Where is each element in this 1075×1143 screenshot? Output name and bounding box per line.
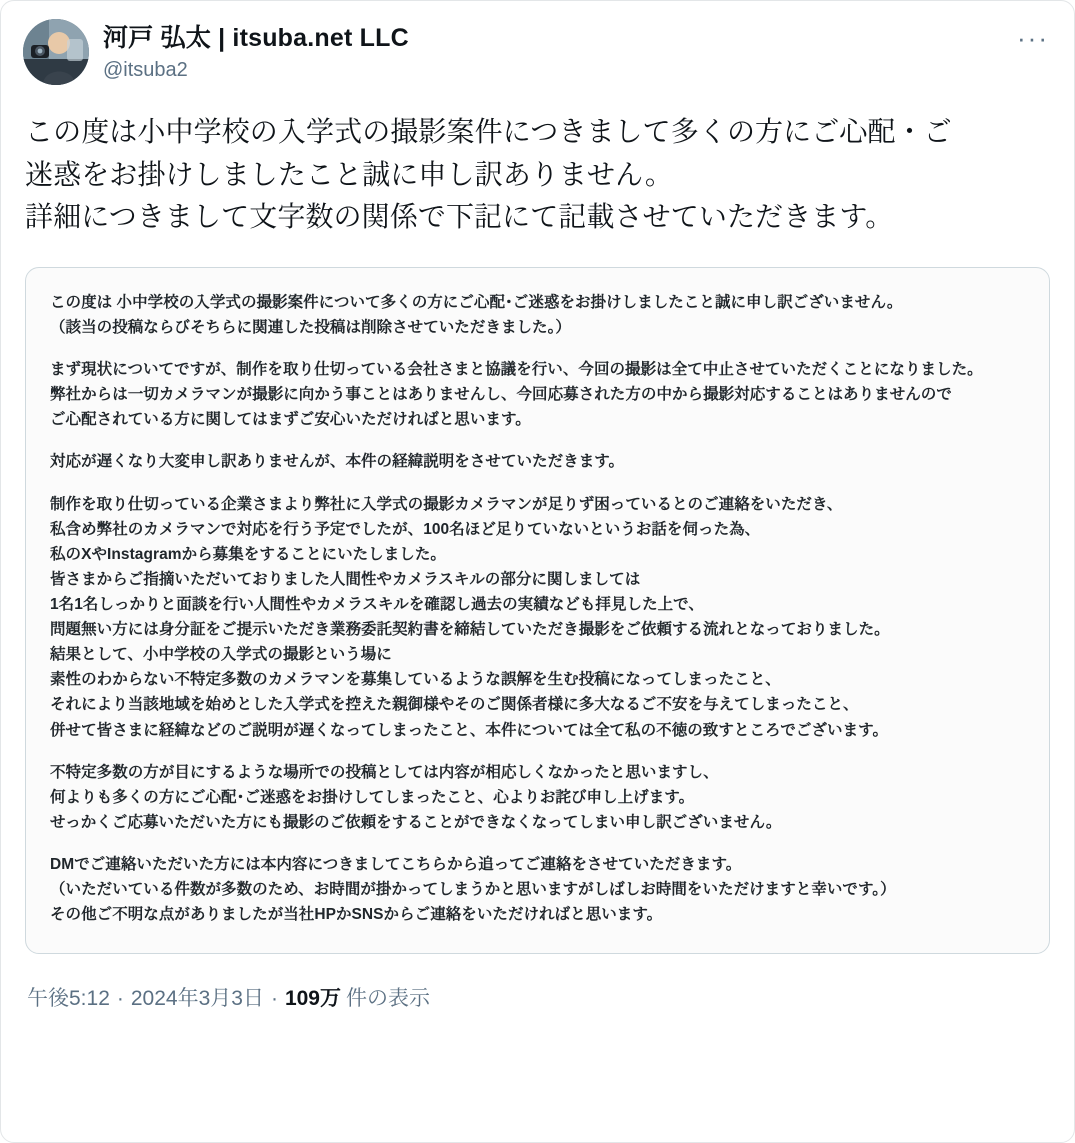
statement-line: 弊社からは一切カメラマンが撮影に向かう事ことはありませんし、今回応募された方の中から撮影対応することはありませんので bbox=[50, 386, 952, 404]
statement-paragraph bbox=[50, 357, 1025, 432]
tweet-text bbox=[25, 111, 1050, 239]
statement-line: 1名1名しっかりと面談を行い人間性やカメラスキルを確認し過去の実績なども拝見した上で、 bbox=[50, 595, 704, 613]
tweet-text-line: この度は小中学校の入学式の撮影案件につきまして多くの方にご心配・ご bbox=[25, 116, 952, 148]
views-count: 109万 bbox=[284, 987, 341, 1011]
tweet-text-line: 迷惑をお掛けしましたこと誠に申し訳ありません。 bbox=[25, 158, 673, 190]
statement-line: まず現状についてですが、制作を取り仕切っている会社さまと協議を行い、今回の撮影は全て中止させていただくことになりました。 bbox=[50, 361, 983, 379]
statement-line: 素性のわからない不特定多数のカメラマンを募集しているような誤解を生む投稿になってしまったこと、 bbox=[50, 671, 781, 689]
statement-line: 問題無い方には身分証をご提示いただき業務委託契約書を締結していただき撮影をご依頼する流れとなっておりました。 bbox=[50, 621, 890, 639]
post-time: 午後5:12 bbox=[27, 987, 110, 1011]
statement-paragraph bbox=[50, 852, 1025, 927]
author-handle[interactable]: @itsuba2 bbox=[103, 59, 188, 82]
statement-paragraph bbox=[50, 760, 1025, 835]
post-date: 2024年3月3日 bbox=[130, 987, 264, 1011]
footer-separator: · bbox=[270, 987, 278, 1011]
statement-line: 私のXやInstagramから募集をすることにいたしました。 bbox=[50, 545, 446, 563]
statement-line: （いただいている件数が多数のため、お時間が掛かってしまうかと思いますがしばしお時間をいただけますと幸いです。） bbox=[50, 881, 896, 899]
statement-line: 不特定多数の方が目にするような場所での投稿としては内容が相応しくなかったと思いますし、 bbox=[50, 763, 719, 781]
views-label: 件の表示 bbox=[346, 987, 430, 1011]
author-info bbox=[103, 19, 1000, 85]
statement-line: 制作を取り仕切っている企業さまより弊社に入学式の撮影カメラマンが足りず困っているとのご連絡をいただき、 bbox=[50, 495, 843, 513]
statement-line: それにより当該地域を始めとした入学式を控えた親御様やそのご関係者様に多大なるご不安を与えてしまったこと、 bbox=[50, 696, 859, 714]
statement-line: 結果として、小中学校の入学式の撮影という場に bbox=[50, 646, 392, 664]
tweet-header bbox=[23, 19, 1052, 85]
statement-line: ご心配されている方に関してはまずご安心いただければと思います。 bbox=[50, 411, 531, 429]
statement-image[interactable] bbox=[25, 267, 1050, 954]
statement-paragraph bbox=[50, 492, 1025, 743]
statement-line: 対応が遅くなり大変申し訳ありませんが、本件の経緯説明をさせていただきます。 bbox=[50, 453, 625, 471]
tweet-footer bbox=[27, 984, 1048, 1013]
more-options-icon[interactable]: ··· bbox=[1017, 23, 1049, 53]
statement-line: 私含め弊社のカメラマンで対応を行う予定でしたが、100名ほど足りていないというお話を伺った為、 bbox=[50, 520, 761, 538]
avatar[interactable] bbox=[23, 19, 89, 85]
statement-line: この度は 小中学校の入学式の撮影案件について多くの方にご心配･ご迷惑をお掛けしましたこと誠に申し訳ございません。 bbox=[50, 293, 903, 311]
statement-line: せっかくご応募いただいた方にも撮影のご依頼をすることができなくなってしまい申し訳ございません。 bbox=[50, 813, 782, 831]
statement-line: その他ご不明な点がありましたが当社HPかSNSからご連絡をいただければと思います。 bbox=[50, 906, 663, 924]
statement-paragraph bbox=[50, 290, 1025, 340]
statement-line: DMでご連絡いただいた方には本内容につきましてこちらから追ってご連絡をさせていただきます。 bbox=[50, 855, 742, 873]
statement-line: 皆さまからご指摘いただいておりました人間性やカメラスキルの部分に関しましては bbox=[50, 570, 641, 588]
statement-line: （該当の投稿ならびそちらに関連した投稿は削除させていただきました。） bbox=[50, 319, 571, 336]
footer-separator: · bbox=[116, 987, 124, 1011]
author-display-name[interactable]: 河戸 弘太 | itsuba.net LLC bbox=[103, 24, 409, 52]
statement-line: 併せて皆さまに経緯などのご説明が遅くなってしまったこと、本件については全て私の不徳の致すところでございます。 bbox=[50, 721, 888, 739]
statement-line: 何よりも多くの方にご心配･ご迷惑をお掛けしてしまったこと、心よりお詫び申し上げます。 bbox=[50, 788, 695, 806]
tweet-text-line: 詳細につきまして文字数の関係で下記にて記載させていただきます。 bbox=[25, 201, 894, 233]
statement-paragraph bbox=[50, 449, 1025, 474]
